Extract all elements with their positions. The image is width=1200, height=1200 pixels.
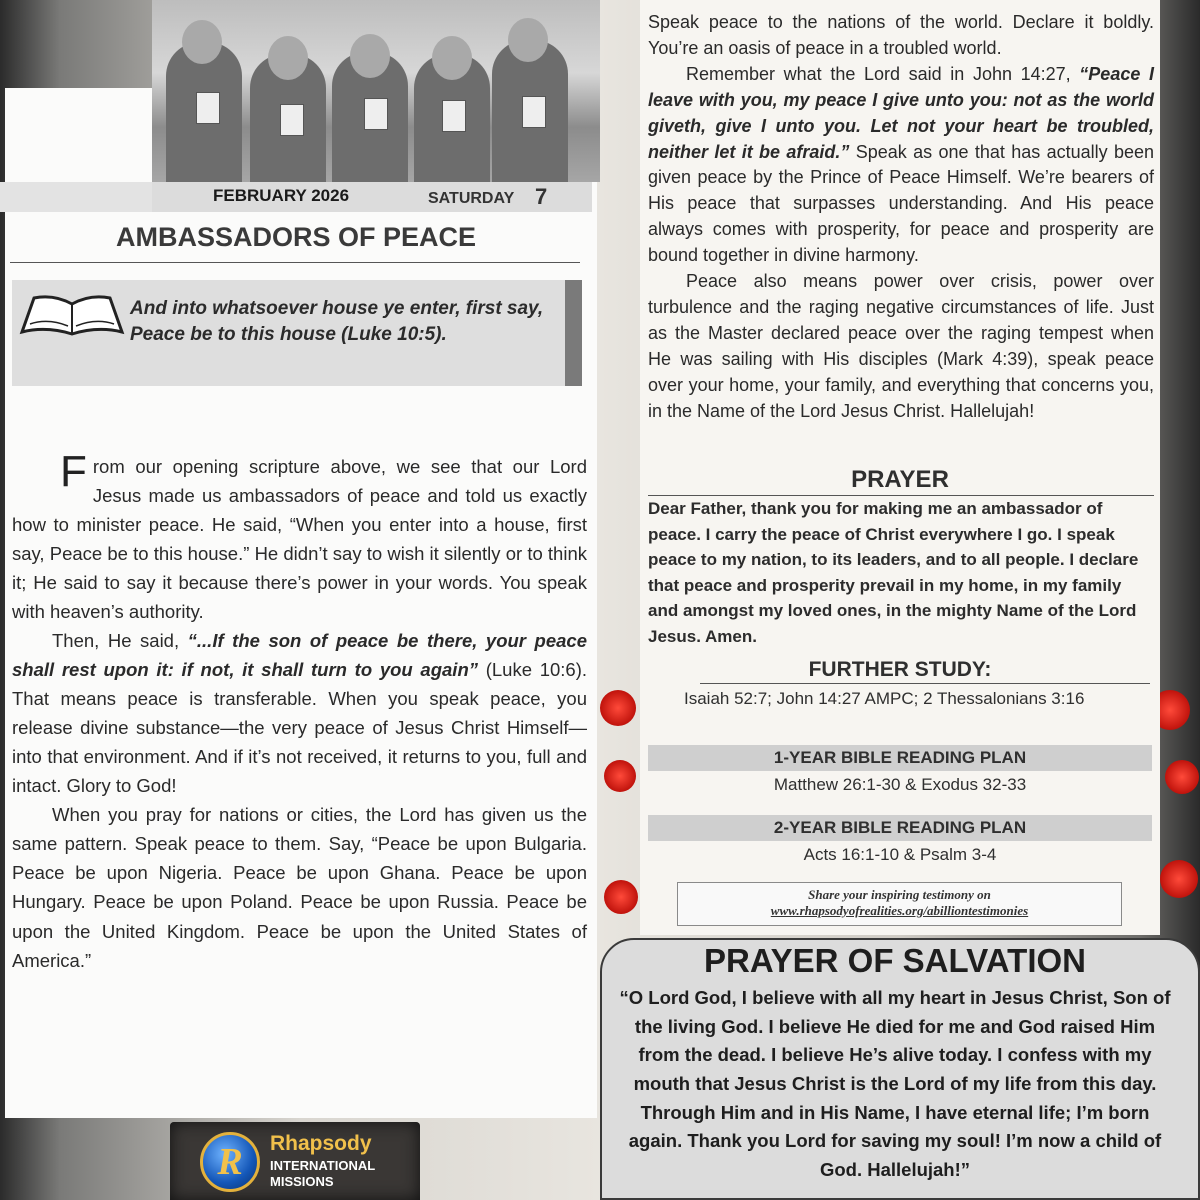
share-line: Share your inspiring testimony on <box>808 887 991 902</box>
salvation-heading: PRAYER OF SALVATION <box>704 942 1086 979</box>
salvation-text: “O Lord God, I believe with all my heart in Jesus Christ, Son of the living God. I believe He died for me and God raised Him from the dead. I believe He’s alive today. I confess with my mouth that Jesus Christ is the Lord of my life from this day. Through Him and in His Name, I have eternal life; I’m born again. Thank you Lord for saving my soul! I’m now a child of God. Hallelujah!” <box>619 987 1171 1181</box>
footer-logo-line-3: MISSIONS <box>270 1174 334 1189</box>
divider <box>10 262 580 263</box>
footer-logo-line-2: INTERNATIONAL <box>270 1158 376 1173</box>
further-study-heading: FURTHER STUDY: <box>808 658 992 681</box>
weekday-label: SATURDAY <box>428 190 515 207</box>
open-book-icon <box>18 292 126 338</box>
prayer-heading: PRAYER <box>851 466 949 493</box>
right-paragraph-1: Speak peace to the nations of the world. Declare it boldly. You’re an oasis of peace in a troubled world. <box>648 12 1154 58</box>
testimony-link[interactable]: www.rhapsodyofrealities.org/abilliontestimonies <box>770 903 1029 918</box>
right-paragraph-2-rest: Speak as one that has actually been given peace by the Prince of Peace Himself. We’re bearers of His peace that surpasses understanding. And His peace always comes with prosperity, for peace and prosperity are bound together in divine harmony. <box>648 141 1154 266</box>
drop-cap: F <box>60 447 87 496</box>
paragraph-1: rom our opening scripture above, we see that our Lord Jesus made us ambassadors of peace and told us exactly how to minister peace. He said, “When you enter into a house, first say, Peace be to this house.” He didn’t say to wish it silently or to think it; He said to say it because there’s power in your words. You speak with heaven’s authority. <box>12 456 587 623</box>
day-number: 7 <box>535 184 548 209</box>
paragraph-2-rest: (Luke 10:6). That means peace is transferable. When you speak peace, you release divine substance—the very peace of Jesus Christ Himself—into that environment. And if it’s not received, it returns to you, full and intact. Glory to God! <box>12 659 587 797</box>
further-study-refs: Isaiah 52:7; John 14:27 AMPC; 2 Thessalonians 3:16 <box>684 689 1085 708</box>
page-title: AMBASSADORS OF PEACE <box>115 222 477 252</box>
prayer-text: Dear Father, thank you for making me an ambassador of peace. I carry the peace of Christ everywhere I go. I speak peace to my nation, to its leaders, and to all people. I declare that peace and prosperity prevail in my home, in my family and amongst my loved ones, in the mighty Name of the Lord Jesus. Amen. <box>648 499 1139 646</box>
devotional-body <box>12 447 587 975</box>
flower-decoration <box>604 760 636 792</box>
right-paragraph-2-quote: “Peace I leave with you, my peace I give unto you: not as the world giveth, give I unto you. Let not your heart be troubled, neither let it be afraid.” <box>648 63 1154 162</box>
right-paragraph-2-intro: Remember what the Lord said in John 14:27, <box>686 63 1080 84</box>
right-paragraph-3: Peace also means power over crisis, power over turbulence and the raging negative circumstances of life. Just as the Master declared peace over the raging tempest when He was sailing with His disciples (Mark 4:39), speak peace over your home, your family, and everything that concerns you, in the Name of the Lord Jesus Christ. Hallelujah! <box>648 271 1154 421</box>
paragraph-3: When you pray for nations or cities, the Lord has given us the same pattern. Speak peace to them. Say, “Peace be upon Bulgaria. Peace be upon Nigeria. Peace be upon Ghana. Peace be upon Hungary. Peace be upon Poland. Peace be upon Russia. Peace be upon the United Kingdom. Peace be upon the United States of America.” <box>12 804 587 971</box>
scripture-text: And into whatsoever house ye enter, first say, Peace be to this house (Luke 10:5). <box>130 298 544 345</box>
scripture-box-bar <box>565 280 582 386</box>
plan-2-heading: 2-YEAR BIBLE READING PLAN <box>648 815 1152 841</box>
divider <box>700 683 1150 684</box>
plan-2-text: Acts 16:1-10 & Psalm 3-4 <box>803 845 997 864</box>
plan-1-heading: 1-YEAR BIBLE READING PLAN <box>648 745 1152 771</box>
paragraph-2-quote: “...If the son of peace be there, your peace shall rest upon it: if not, it shall turn to you again” <box>12 630 587 681</box>
flower-decoration <box>600 690 636 726</box>
share-testimony-box <box>677 882 1122 926</box>
group-photo <box>152 0 600 182</box>
footer-logo <box>170 1122 420 1200</box>
devotional-continued <box>648 10 1154 425</box>
flower-decoration <box>604 880 638 914</box>
month-label: FEBRUARY 2026 <box>213 186 350 205</box>
flower-decoration <box>1165 760 1199 794</box>
plan-1-text: Matthew 26:1-30 & Exodus 32-33 <box>773 775 1027 794</box>
globe-logo-icon: R <box>200 1132 260 1192</box>
paragraph-2-intro: Then, He said, <box>52 630 188 652</box>
footer-logo-line-1: Rhapsody <box>270 1132 372 1155</box>
flower-decoration <box>1160 860 1198 898</box>
